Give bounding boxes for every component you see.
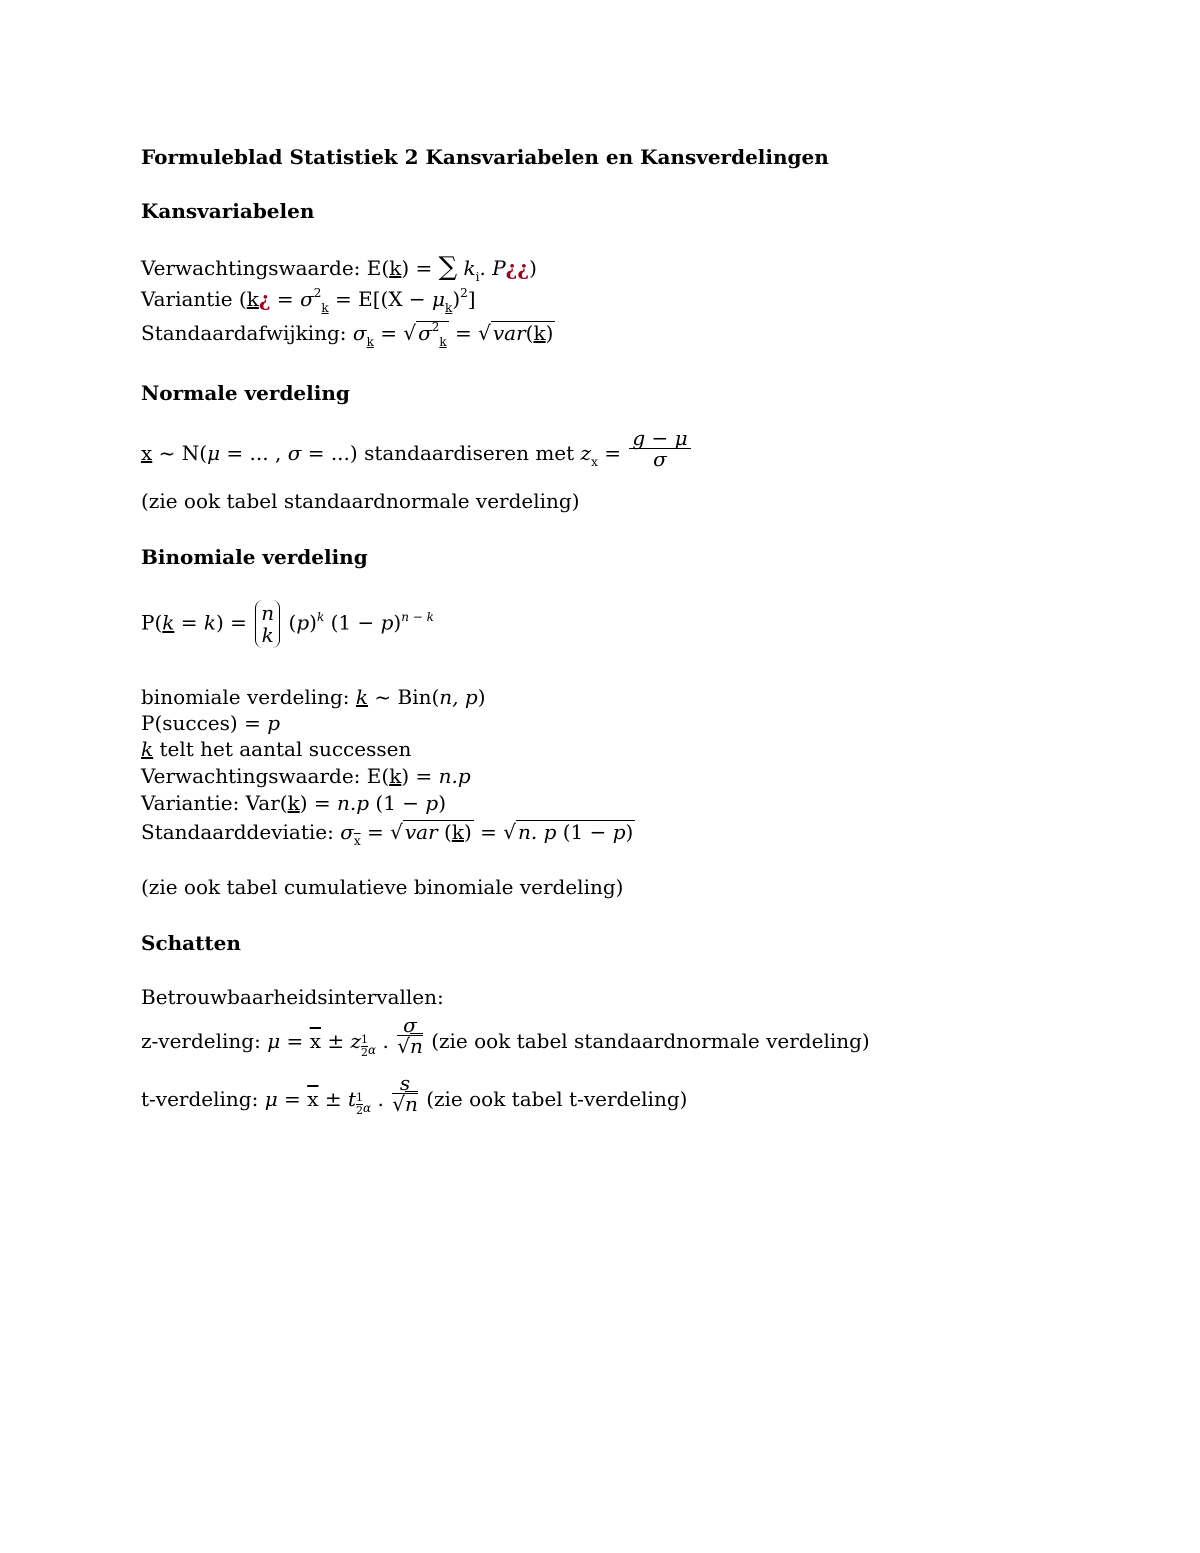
normaal-note: (zie ook tabel standaardnormale verdeling)	[141, 489, 580, 513]
formula-verwachtingswaarde: Verwachtingswaarde: E(k) = ∑ $k_i$. P¿¿)	[141, 252, 537, 284]
standaardiseren-text: standaardiseren met	[364, 441, 575, 465]
verwachting-label: Verwachtingswaarde:	[141, 256, 361, 280]
schatten-intro: Betrouwbaarheidsintervallen:	[141, 985, 444, 1009]
binomiaal-line-4: Verwachtingswaarde: E(k) = n.p	[141, 764, 471, 788]
variantie-label: Variantie	[141, 287, 233, 311]
heading-kansvariabelen: Kansvariabelen	[141, 199, 315, 223]
formula-z-verdeling: z-verdeling: $\mu = \overline{x} \pm z$ $\frac{1}{2}$ $_\alpha$ . $\frac{\sigma}{√n}$ (zie ook tabel standaardnormale verdeling)	[141, 1013, 870, 1059]
heading-normale-verdeling: Normale verdeling	[141, 381, 350, 405]
page-title: Formuleblad Statistiek 2 Kansvariabelen en Kansverdelingen	[141, 145, 829, 169]
binomiaal-line-1: binomiale verdeling: k ~ Bin(n, p)	[141, 685, 486, 709]
formula-variantie: Variantie (k¿ = $\sigma^2_k = E[(X - \mu_k)^2]$	[141, 286, 476, 315]
formula-binomiaal-kans: P(k = k) = n k $(p)^k$ $(1 - p)^{n - k}$	[141, 601, 434, 647]
formula-standaardafwijking: Standaardafwijking: $\sigma_k$ = √ $\sigma^2_k$ = √ var(k)	[141, 320, 554, 349]
heading-schatten: Schatten	[141, 931, 241, 955]
std-label: Standaardafwijking:	[141, 321, 347, 345]
formula-normaal: x ~ N(μ = ... , σ = ...) standaardiseren met $z_x$ = $\frac{g - \mu}{\sigma}$	[141, 440, 693, 469]
binomiaal-line-2: P(succes) = p	[141, 711, 281, 735]
binomiaal-line-3: k telt het aantal successen	[141, 737, 412, 761]
binomiaal-note: (zie ook tabel cumulatieve binomiale verdeling)	[141, 875, 624, 899]
binomiaal-line-6: Standaarddeviatie: $\sigma_{\overline{x}}$ = √ var (k) = √ n. p (1 − p)	[141, 820, 634, 848]
binomiaal-line-5: Variantie: Var(k) = n.p (1 − p)	[141, 791, 447, 815]
heading-binomiale-verdeling: Binomiale verdeling	[141, 545, 368, 569]
formula-t-verdeling: t-verdeling: $\mu = \overline{x} \pm t$ $\frac{1}{2}$ $_\alpha$ . $\frac{s}{√n}$ (zie ook tabel t-verdeling)	[141, 1071, 688, 1117]
